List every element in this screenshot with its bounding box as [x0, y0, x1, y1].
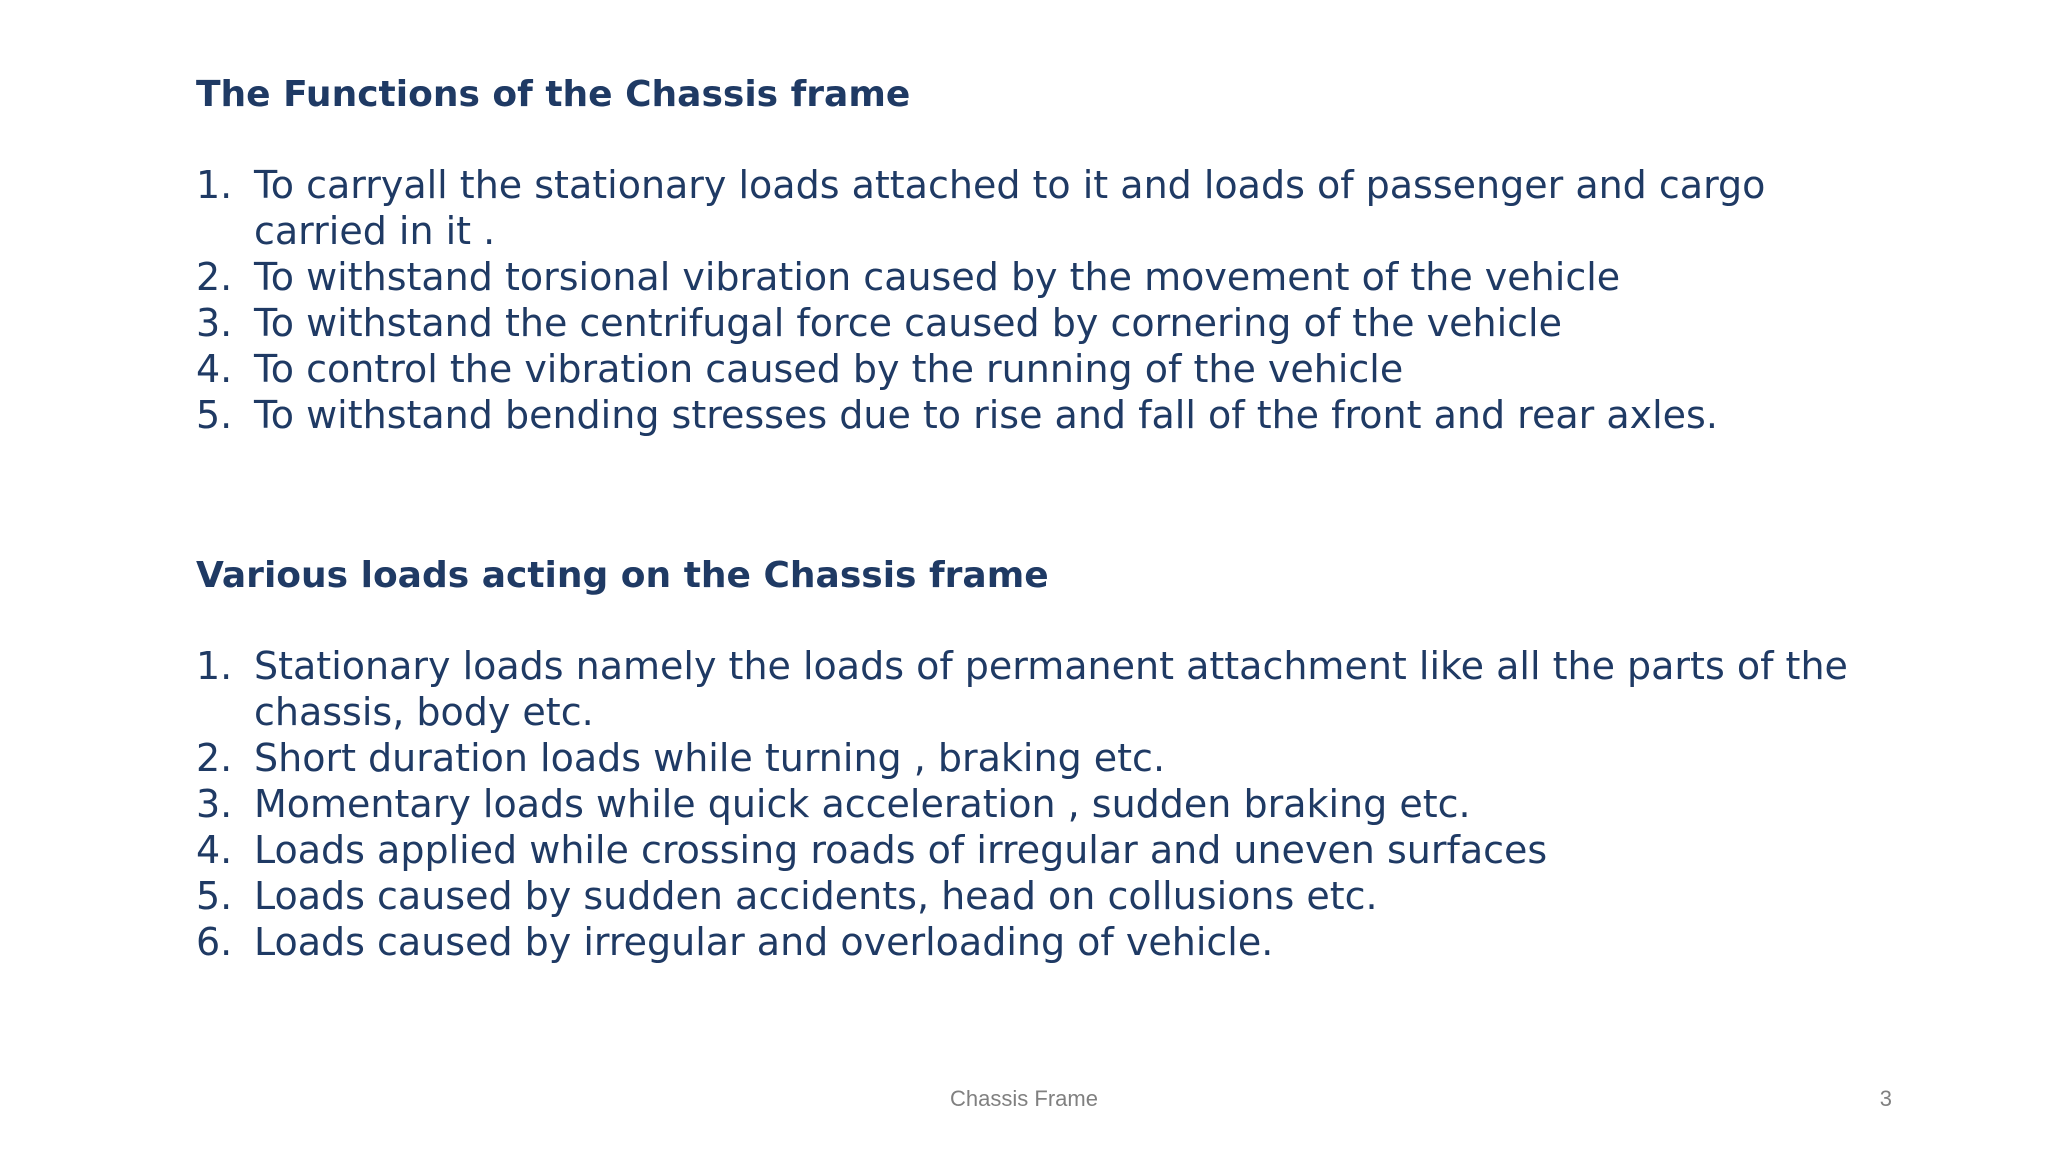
list-text: To control the vibration caused by the running of the vehicle: [254, 347, 1404, 391]
list-text: To carryall the stationary loads attached to it and loads of passenger and cargo carried in it .: [254, 163, 1766, 253]
list-text: To withstand bending stresses due to rise and fall of the front and rear axles.: [254, 393, 1718, 437]
list-item: [196, 392, 1876, 438]
list-item: [196, 254, 1876, 300]
list-number: 6.: [196, 920, 233, 964]
list-number: 1.: [196, 163, 233, 207]
loads-heading: Various loads acting on the Chassis frame: [196, 555, 1049, 596]
list-item: [196, 346, 1876, 392]
list-number: 1.: [196, 644, 233, 688]
list-item: [196, 735, 1876, 781]
page-number: 3: [1879, 1086, 1892, 1111]
list-text: To withstand torsional vibration caused by the movement of the vehicle: [254, 255, 1621, 299]
list-item: [196, 827, 1876, 873]
list-number: 5.: [196, 393, 233, 437]
list-item: [196, 919, 1876, 965]
list-item: [196, 781, 1876, 827]
functions-section: [196, 70, 1876, 438]
list-text: Short duration loads while turning , braking etc.: [254, 736, 1166, 780]
loads-list: [196, 643, 1876, 965]
footer-title: Chassis Frame: [950, 1086, 1098, 1111]
list-item: [196, 873, 1876, 919]
list-number: 4.: [196, 347, 233, 391]
list-text: Loads caused by sudden accidents, head on collusions etc.: [254, 874, 1378, 918]
functions-heading: The Functions of the Chassis frame: [196, 74, 911, 115]
list-text: To withstand the centrifugal force caused by cornering of the vehicle: [254, 301, 1562, 345]
functions-list: [196, 162, 1876, 438]
list-text: Loads applied while crossing roads of irregular and uneven surfaces: [254, 828, 1548, 872]
list-item: [196, 300, 1876, 346]
list-text: Momentary loads while quick acceleration , sudden braking etc.: [254, 782, 1471, 826]
list-text: Loads caused by irregular and overloading of vehicle.: [254, 920, 1274, 964]
list-number: 2.: [196, 736, 233, 780]
list-item: [196, 643, 1876, 735]
list-number: 2.: [196, 255, 233, 299]
list-number: 3.: [196, 782, 233, 826]
list-number: 4.: [196, 828, 233, 872]
list-number: 3.: [196, 301, 233, 345]
list-item: [196, 162, 1876, 254]
list-number: 5.: [196, 874, 233, 918]
list-text: Stationary loads namely the loads of permanent attachment like all the parts of the chassis, body etc.: [254, 644, 1848, 734]
loads-section: [196, 551, 1876, 965]
